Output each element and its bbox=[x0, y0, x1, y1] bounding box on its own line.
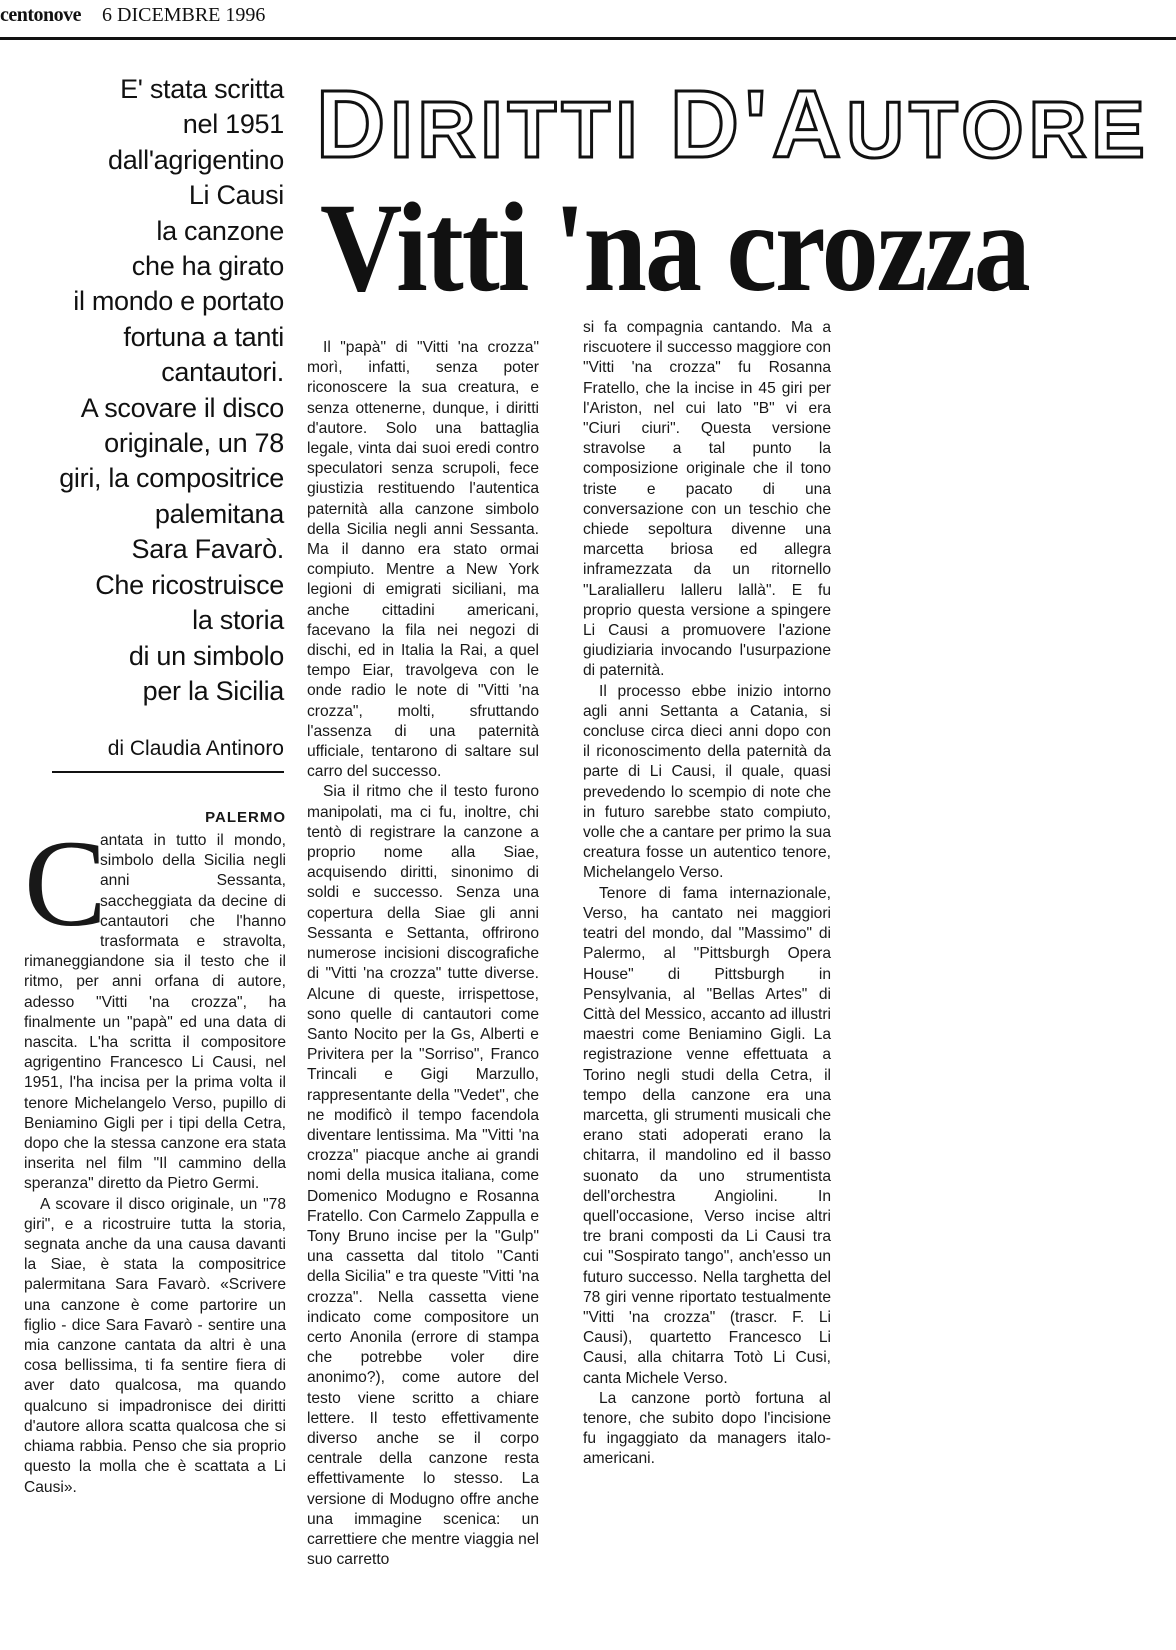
text-column-2 bbox=[307, 338, 539, 1648]
dateline: PALERMO bbox=[205, 809, 286, 826]
article-headline: Vitti 'na crozza bbox=[320, 175, 1029, 318]
text-column-1 bbox=[24, 807, 286, 1647]
paragraph: Il "papà" di "Vitti 'na crozza" morì, infatti, senza poter riconoscere la sua creatura, e senza ottenerne, dunque, i diritti d'autore. Solo una battaglia legale, vinta dai suoi eredi contro speculatori senza scrupoli, fece giustizia restituendo l'autentica paternità alla canzone simbolo della Sicilia negli anni Sessanta. Ma il danno era stato ormai compiuto. Mentre a New York legioni di emigrati siciliani, ma anche cittadini americani, facevano la fila nei negozi di dischi, ed in Italia la Rai, a quel tempo Eiar, travolgeva con le onde radio le note di "Vitti 'na crozza", molti, sfruttando l'assenza di una paternità ufficiale, tentarono di saltare sul carro del successo. bbox=[307, 339, 539, 781]
section-kicker bbox=[316, 71, 1156, 178]
summary-line: di un simbolo bbox=[128, 640, 284, 671]
summary-line: la canzone bbox=[156, 215, 284, 246]
publication-name: centonove bbox=[0, 4, 82, 26]
summary-line: che ha girato bbox=[131, 251, 284, 282]
summary-line: Li Causi bbox=[188, 180, 284, 211]
summary-line: la storia bbox=[192, 605, 284, 636]
issue-date: 6 DICEMBRE 1996 bbox=[102, 4, 266, 26]
kicker-cap-2: D'A bbox=[669, 71, 847, 178]
paragraph: Tenore di fama internazionale, Verso, ha cantato nei maggiori teatri del mondo, dal "Massimo" di Palermo, al "Pittsburgh Opera House" di Pittsburgh in Pensylvania, al "Bellas Artes" di Città del Messico, accanto ad illustri maestri come Beniamino Gigli. La registrazione venne effettuata a Torino negli studi della Cetra, il tempo della canzone era una marcetta, gli strumenti musicali che erano stati adoperati erano la chitarra, il mandolino ed il basso suonato da uno strumentista dell'orchestra Angiolini. In quell'occasione, Verso incise altri tre brani composti da Li Causi tra cui "Sospirato tango", anch'esso un futuro successo. Nella targhetta del 78 giri venne riportato testualmente "Vitti 'na crozza" (trascr. F. Li Causi), quartetto Francesco Li Causi, alla chitarra Totò Li Cusi, canta Michele Verso. bbox=[583, 884, 831, 1387]
summary-line: cantautori. bbox=[161, 357, 284, 388]
summary-line: E' stata scritta bbox=[120, 74, 284, 104]
summary-line: per la Sicilia bbox=[142, 675, 284, 706]
summary-line: dall'agrigentino bbox=[108, 144, 284, 175]
summary-line: palemitana bbox=[154, 498, 284, 529]
drop-cap: C bbox=[24, 815, 107, 952]
paragraph: si fa compagnia cantando. Ma a riscuotere il successo maggiore con "Vitti 'na crozza" fu Rosanna Fratello, che la incise in 45 giri per l'Ariston, nel cui lato "B" vi era "Ciuri ciuri". Questa versione stravolse a tal punto la composizione originale che il tono triste e pacato di una conversazione con un teschio che chiede sepoltura divenne una marcetta briosa ed allegra inframezzata da un ritornello "Laralialleru lalleru lallà". E fu proprio questa versione a spingere Li Causi a promuovere l'azione giudiziaria invocando l'usurpazione di paternità. bbox=[583, 319, 831, 680]
paragraph: Il processo ebbe inizio intorno agli anni Settanta a Catania, si concluse circa dieci anni dopo con il riconoscimento della paternità da parte di Li Causi, il quale, quasi prevedendo lo scempio di note che in futuro sarebbe stato compiuto, volle che a cantare per primo la sua creatura fosse un autentico tenore, Michelangelo Verso. bbox=[583, 682, 831, 882]
kicker-rest-1: IRITTI bbox=[390, 85, 670, 174]
masthead bbox=[0, 0, 420, 36]
summary-line: il mondo e portato bbox=[73, 286, 284, 317]
masthead-rule bbox=[0, 37, 1176, 40]
byline: di Claudia Antinoro bbox=[107, 737, 284, 760]
paragraph: antata in tutto il mondo, simbolo della Sicilia negli anni Sessanta, saccheggiata da decine di cantautori che l'hanno trasformata e stravolta, rimaneggiandone sia il testo che il ritmo, per anni orfana di autore, adesso "Vitti 'na crozza", ha finalmente un "papà" ed una data di nascita. L'ha scritta il compositore agrigentino Francesco Li Causi, nel 1951, l'ha incisa per la prima volta il tenore Michelangelo Verso, pupillo di Beniamino Gigli per i tipi della Cetra, dopo che la stessa canzone era stata inserita nel film "Il cammino della speranza" diretto da Pietro Germi. bbox=[24, 832, 286, 1193]
text-column-3 bbox=[583, 318, 831, 1608]
kicker-rest-2: UTORE bbox=[846, 85, 1150, 174]
paragraph: A scovare il disco originale, un "78 giri", e a ricostruire tutta la storia, segnata anche da una causa davanti la Siae, è stata la compositrice palermitana Sara Favarò. «Scrivere una canzone è come partorire un figlio - dice Sara Favarò - sentire una mia canzone cantata da altri è una cosa bellissima, ti fa sentire fiera di aver dato qualcosa, ma quando qualcuno si impadronisce dei diritti d'autore allora scatta qualcosa che si chiama rabbia. Penso che sia proprio questo la molla che è scattata a Li Causi». bbox=[24, 1195, 286, 1496]
byline-rule bbox=[52, 771, 284, 773]
summary-line: originale, un 78 bbox=[104, 428, 284, 459]
paragraph: La canzone portò fortuna al tenore, che subito dopo l'incisione fu ingaggiato da managers italo-americani. bbox=[583, 1389, 831, 1468]
summary-line: A scovare il disco bbox=[80, 392, 284, 423]
summary-line: giri, la compositrice bbox=[59, 463, 284, 494]
summary-line: Sara Favarò. bbox=[131, 534, 284, 565]
paragraph: Sia il ritmo che il testo furono manipolati, ma ci fu, inoltre, chi tentò di registrare la canzone a proprio nome alla Siae, acquisendo diritti, sinonimo di soldi e successo. Senza una copertura della Siae gli anni Sessanta e Settanta, offrirono numerose incisioni discografiche di "Vitti 'na crozza" tutte diverse. Alcune di queste, irrispettose, sono quelle di cantautori come Santo Nocito per la Gs, Alberti e Privitera per la "Sorriso", Franco Trincali e Gigi Marzullo, rappresentante della "Vedet", che ne modificò il tempo facendola diventare lentissima. Ma "Vitti 'na crozza" piacque anche ai grandi nomi della musica italiana, come Domenico Modugno e Rosanna Fratello. Con Carmelo Zappulla e Tony Bruno incise per la "Gulp" una cassetta dal titolo "Canti della Sicilia" e tra queste "Vitti 'na crozza". Nella cassetta viene indicato come compositore un certo Anonila (errore di stampa che potrebbe voler dire anonimo?), come autore del testo viene scritto a chiare lettere. Il testo effettivamente diverso anche se il corpo centrale della canzone resta effettivamente lo stesso. La versione di Modugno offre anche una immagine scenica: un carrettiere che mentre viaggia nel suo carretto bbox=[307, 783, 539, 1569]
summary-line: fortuna a tanti bbox=[123, 321, 284, 352]
article-summary bbox=[20, 72, 284, 732]
kicker-cap-1: D bbox=[316, 71, 391, 178]
summary-line: Che ricostruisce bbox=[95, 569, 284, 600]
summary-line: nel 1951 bbox=[182, 109, 284, 140]
